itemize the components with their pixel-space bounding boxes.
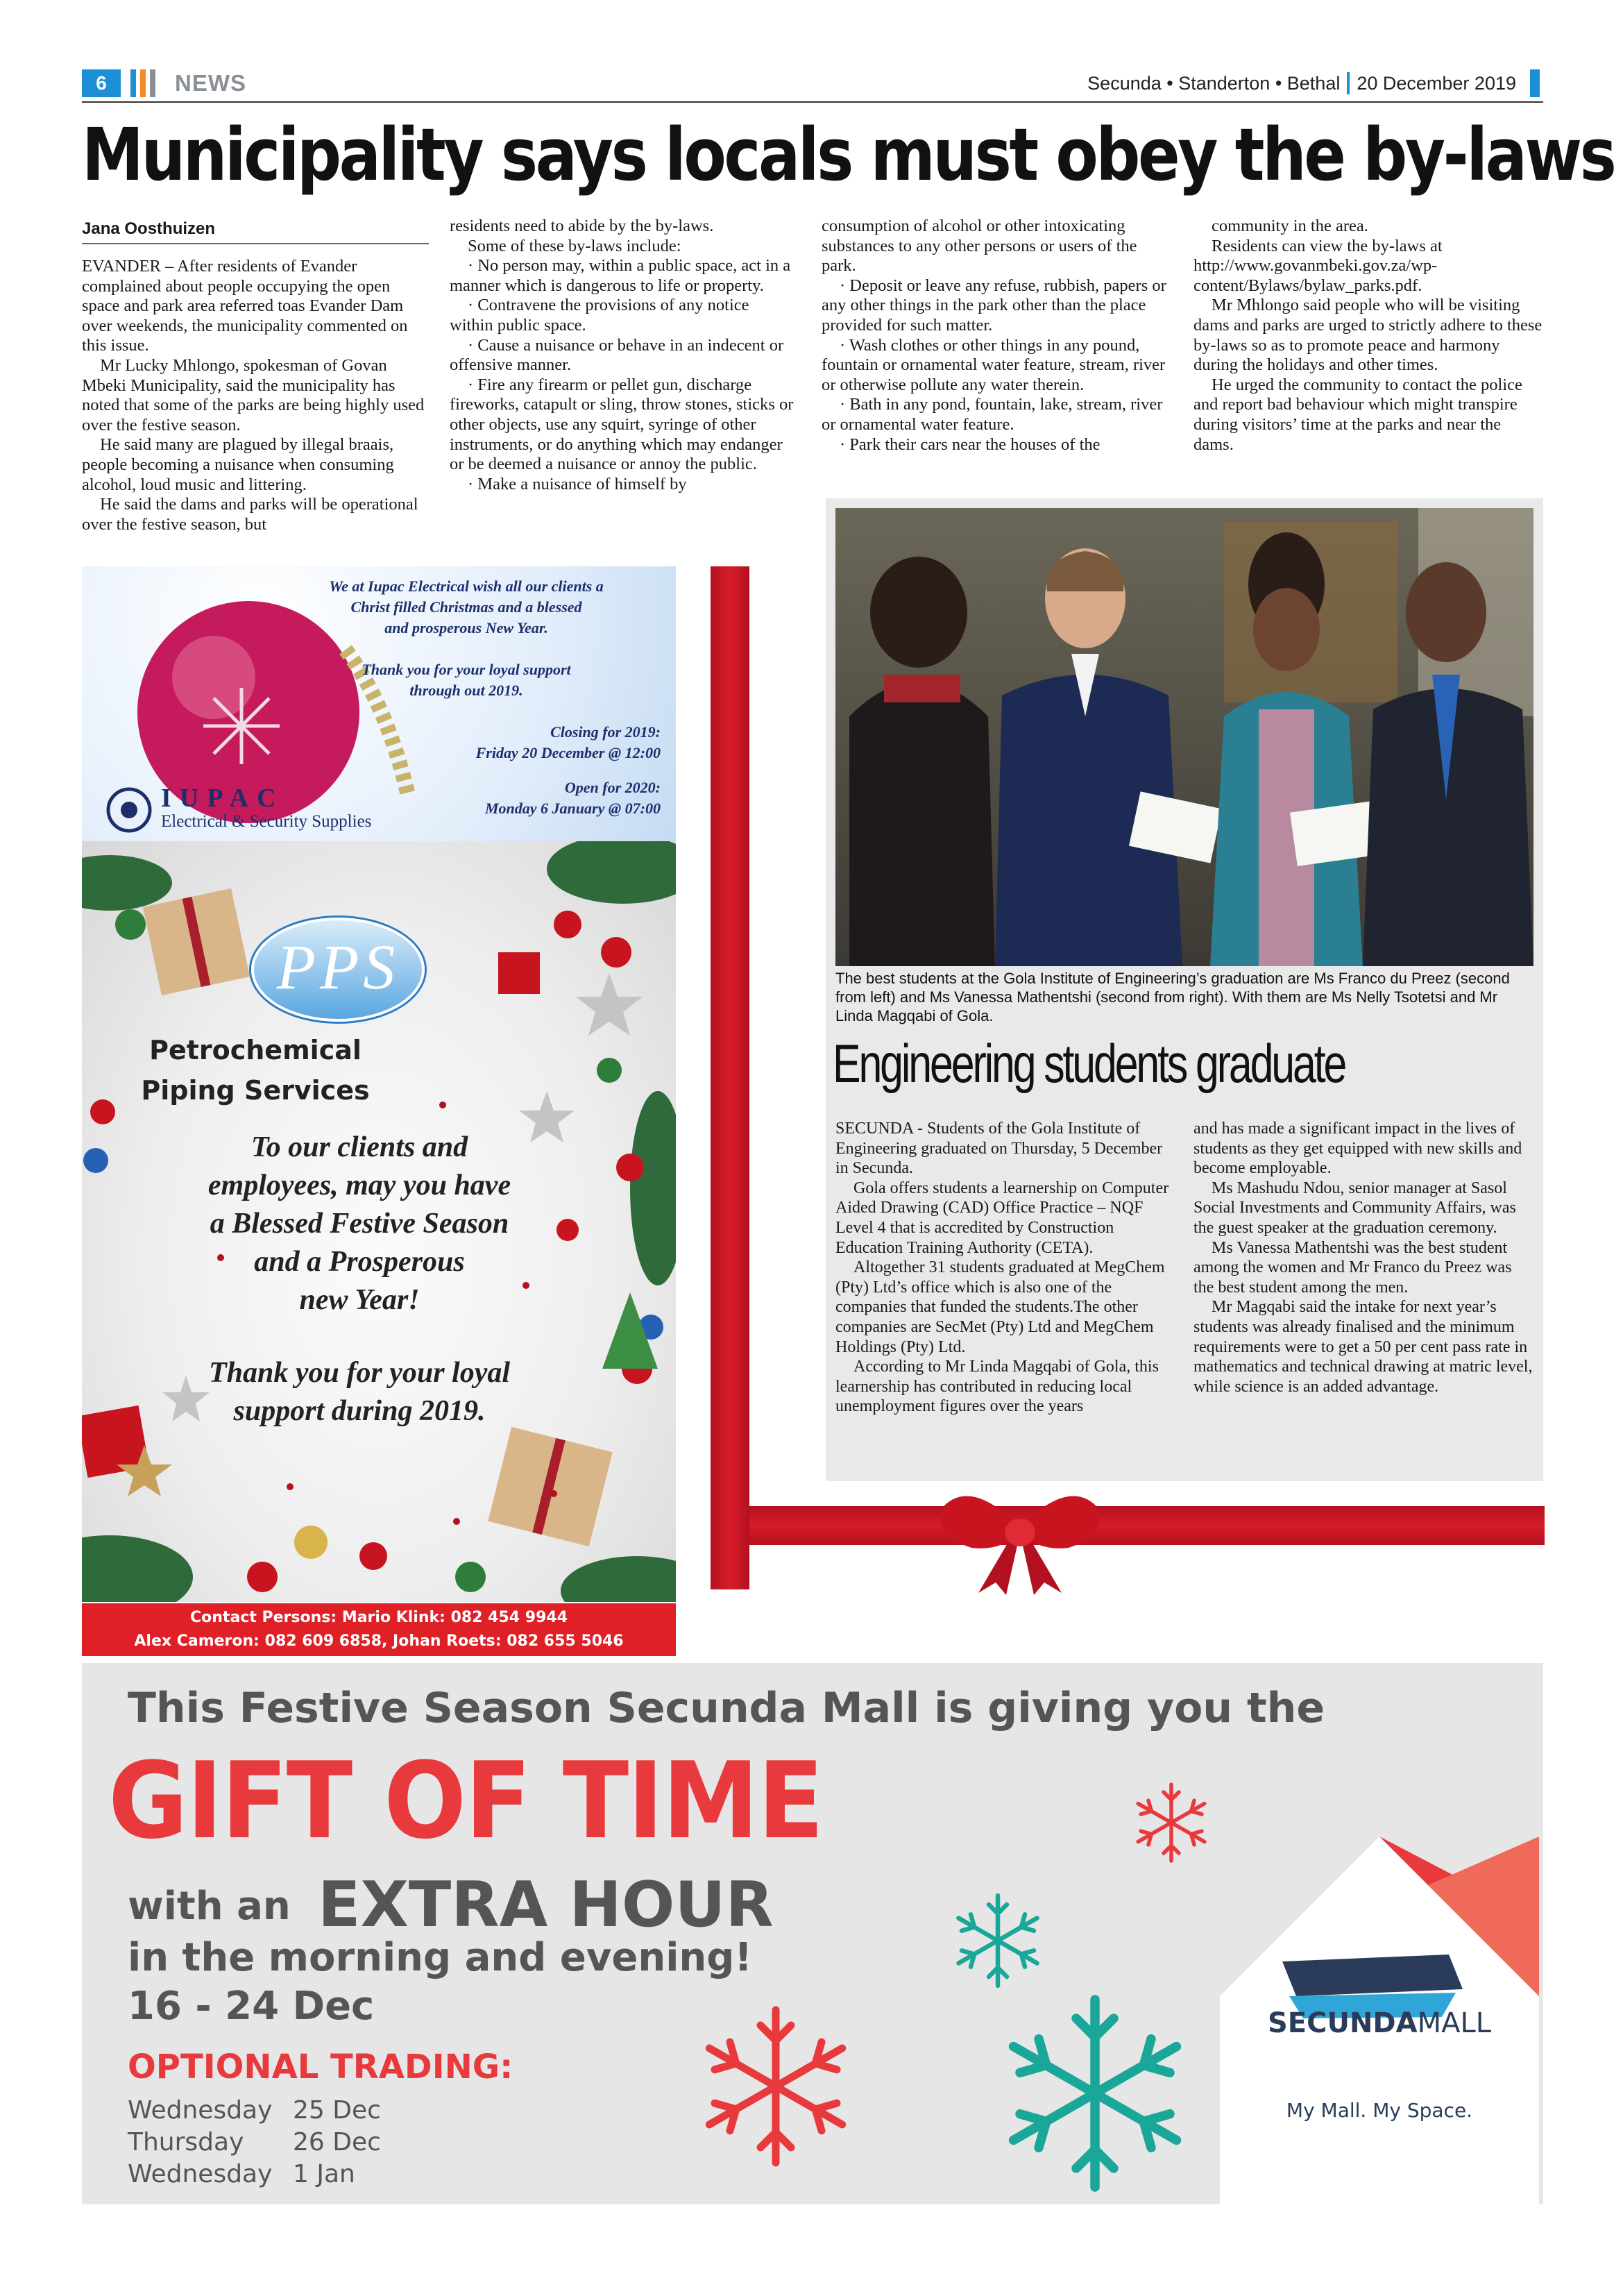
- paragraph: · Contravene the provisions of any notice within public space.: [450, 296, 749, 335]
- paragraph: Altogether 31 students graduated at MegChem (Pty) Ltd’s office which is also one of the companies that funded the students.The other companies are SecMet (Pty) Ltd and MegChem Holdings (Pty) Ltd.: [835, 1258, 1165, 1356]
- article-column-1: [82, 257, 429, 534]
- mall-morning-evening: in the morning and evening!: [128, 1935, 752, 1980]
- paragraph: Mr Magqabi said the intake for next year’s students was already finalised and the minimum requirements were to get a 50 per cent pass rate in mathematics and technical drawing at matric level, while science is an added advantage.: [1193, 1298, 1533, 1396]
- article-byline: Jana Oosthuizen: [82, 219, 216, 238]
- header-rule: [82, 101, 1543, 103]
- paragraph: residents need to abide by the by-laws.: [450, 217, 714, 235]
- pps-logo-text: PPS: [276, 931, 400, 1002]
- paragraph: EVANDER – After residents of Evander complained about people occupying the open space and park area referred toas Evander Dam over weekends, the municipality commented on this issue.: [82, 257, 408, 355]
- ribbon-bow: [930, 1478, 1110, 1596]
- iupac-message: [272, 576, 661, 819]
- paragraph: Ms Mashudu Ndou, senior manager at Sasol Social Investments and Community Affairs, was the guest speaker at the graduation ceremony.: [1193, 1179, 1516, 1237]
- pps-message-line: a Blessed Festive Season: [210, 1208, 509, 1240]
- byline-rule: [82, 243, 429, 244]
- iupac-line: and prosperous New Year.: [384, 619, 548, 636]
- mall-logo-bold: SECUNDA: [1267, 2007, 1418, 2039]
- mall-logo-wordmark: [1220, 2007, 1539, 2039]
- pps-thanks-line: support during 2019.: [233, 1395, 486, 1427]
- issue-date: 20 December 2019: [1357, 73, 1516, 94]
- paragraph: · Park their cars near the houses of the: [840, 434, 1101, 454]
- paragraph: · Fire any firearm or pellet gun, discharge fireworks, catapult or sling, throw stones, sticks or other objects, use any squirt, syringe of other instruments, or do anything which may endanger or be deemed a nuisance or annoy the public.: [450, 375, 794, 474]
- paragraph: community in the area.: [1212, 217, 1368, 235]
- paragraph: · Wash clothes or other things in any pound, fountain or ornamental water feature, stream, river or otherwise pollute any water therein.: [822, 335, 1166, 394]
- pps-thanks-line: Thank you for your loyal: [208, 1357, 511, 1389]
- trading-date: 1 Jan: [293, 2160, 355, 2188]
- trading-day: Wednesday: [128, 2096, 273, 2125]
- paragraph: Ms Vanessa Mathentshi was the best student among the women and Mr Franco du Preez was the best student among the men.: [1193, 1238, 1512, 1297]
- pps-company-line: Petrochemical: [149, 1035, 362, 1065]
- pps-message-line: and a Prosperous: [254, 1246, 465, 1278]
- photo-caption: The best students at the Gola Institute of Engineering’s graduation are Ms Franco du Preez (second from left) and Ms Vanessa Mathentshi (second from right). With them are Ms Nelly Tsotetsi and Mr Linda Magqabi of Gola.: [835, 970, 1510, 1024]
- section-label: NEWS: [175, 70, 246, 96]
- paragraph: He urged the community to contact the police and report bad behaviour which might transpire during visitors’ time at the parks and near the dams.: [1193, 375, 1522, 454]
- pps-contact-bar: [82, 1603, 676, 1656]
- paragraph: He said the dams and parks will be operational over the festive season, but: [82, 495, 418, 534]
- article-column-3: [822, 217, 1170, 455]
- edition-tab: [1530, 69, 1540, 97]
- trading-date: 25 Dec: [293, 2096, 381, 2125]
- gift-ribbon-vertical: [711, 566, 749, 1589]
- engineering-headline: Engineering students graduate: [833, 1033, 1345, 1094]
- paragraph: · Cause a nuisance or behave in an indecent or offensive manner.: [450, 335, 784, 375]
- graduation-photo-illustration: [835, 508, 1533, 966]
- paragraph: Mr Lucky Mhlongo, spokesman of Govan Mbeki Municipality, said the municipality has noted that some of the parks are being highly used over the festive season.: [82, 355, 425, 434]
- secunda-mall-advert: [82, 1663, 1543, 2204]
- edition-towns: Secunda • Standerton • Bethal: [1087, 73, 1341, 94]
- trading-day: Thursday: [128, 2128, 244, 2156]
- closing-value: Friday 20 December @ 12:00: [475, 744, 661, 761]
- iupac-logo-text: IUPAC: [161, 784, 284, 813]
- edition-divider: [1347, 72, 1350, 94]
- paragraph: · Make a nuisance of himself by: [468, 474, 687, 493]
- paragraph: · Bath in any pond, fountain, lake, stream, river or ornamental water feature.: [822, 395, 1163, 434]
- closing-label: Closing for 2019:: [550, 723, 661, 741]
- trading-date: 26 Dec: [293, 2128, 381, 2156]
- paragraph: He said many are plagued by illegal braais, people becoming a nuisance when consuming alcohol, loud music and littering.: [82, 435, 394, 494]
- mall-gift-of-time: GIFT OF TIME: [108, 1739, 823, 1862]
- paragraph: Some of these by-laws include:: [468, 236, 681, 255]
- pps-advert: [82, 841, 676, 1602]
- engineering-column-1: [835, 1119, 1178, 1417]
- pps-message: [165, 1129, 554, 1430]
- iupac-line: We at Iupac Electrical wish all our clients a: [329, 577, 604, 595]
- optional-trading-heading: OPTIONAL TRADING:: [128, 2048, 513, 2086]
- paragraph: According to Mr Linda Magqabi of Gola, this learnership has contributed in reducing local unemployment figures over the years: [835, 1358, 1159, 1416]
- paragraph: consumption of alcohol or other intoxicating substances to any other persons or users of the park.: [822, 217, 1137, 276]
- paragraph: · Deposit or leave any refuse, rubbish, papers or any other things in the park other than the place provided for such matter.: [822, 276, 1166, 335]
- iupac-logo-sub: Electrical & Security Supplies: [161, 812, 372, 831]
- pps-company-line: Piping Services: [141, 1075, 370, 1106]
- pps-contact-line: Alex Cameron: 082 609 6858, Johan Roets: 082 655 5046: [134, 1632, 624, 1650]
- paragraph: Gola offers students a learnership on Computer Aided Drawing (CAD) Office Practice – NQF Level 4 that is accredited by Construction Education Training Authority (CETA).: [835, 1179, 1169, 1257]
- trading-day: Wednesday: [128, 2160, 273, 2188]
- paragraph: and has made a significant impact in the lives of students as they get equipped with new skills and become employable.: [1193, 1120, 1522, 1178]
- iupac-line: Christ filled Christmas and a blessed: [350, 598, 582, 616]
- mall-with-an: with an: [128, 1884, 291, 1929]
- gift-ribbon-horizontal: [749, 1506, 1545, 1545]
- article-column-2: [450, 217, 797, 494]
- page-number: 6: [82, 69, 121, 97]
- section-color-bars: [130, 69, 167, 97]
- mall-dates: 16 - 24 Dec: [128, 1984, 375, 2029]
- secunda-mall-logo-card: [1220, 1837, 1539, 2204]
- paragraph: Residents can view the by-laws at http://www.govanmbeki.gov.za/wp-content/Bylaws/bylaw_parks.pdf.: [1193, 236, 1443, 295]
- opening-value: Monday 6 January @ 07:00: [485, 800, 661, 817]
- paragraph: Mr Mhlongo said people who will be visiting dams and parks are urged to strictly adhere to these by-laws so as to promote peace and harmony during the holidays and other times.: [1193, 296, 1543, 375]
- graduation-photo: [835, 508, 1533, 966]
- pps-contact-line: Contact Persons: Mario Klink: 082 454 9944: [190, 1609, 568, 1626]
- pps-message-line: To our clients and: [250, 1131, 468, 1163]
- pps-message-line: employees, may you have: [207, 1170, 511, 1201]
- mall-intro: This Festive Season Secunda Mall is giving you the: [128, 1684, 1325, 1732]
- paragraph: · No person may, within a public space, act in a manner which is dangerous to life or property.: [450, 256, 791, 295]
- mall-logo-light: MALL: [1417, 2007, 1492, 2039]
- pps-company-name: [82, 1030, 429, 1111]
- mall-tagline: My Mall. My Space.: [1286, 2099, 1473, 2122]
- pps-message-line: new Year!: [299, 1284, 420, 1316]
- article-column-4: [1193, 217, 1543, 455]
- iupac-logo-icon: [103, 786, 155, 834]
- pps-logo: [251, 918, 425, 1022]
- article-headline: Municipality says locals must obey the by-laws: [82, 112, 1615, 197]
- iupac-line: Thank you for your loyal support: [362, 661, 571, 678]
- paragraph: SECUNDA - Students of the Gola Institute of Engineering graduated on Thursday, 5 December in Secunda.: [835, 1120, 1163, 1178]
- iupac-advert: [82, 566, 676, 841]
- iupac-line: through out 2019.: [409, 682, 523, 699]
- engineering-column-2: [1193, 1119, 1535, 1396]
- opening-label: Open for 2020:: [564, 779, 661, 796]
- edition-line: [1087, 69, 1540, 97]
- iupac-logo: [103, 786, 491, 837]
- mall-extra-hour: EXTRA HOUR: [318, 1868, 774, 1941]
